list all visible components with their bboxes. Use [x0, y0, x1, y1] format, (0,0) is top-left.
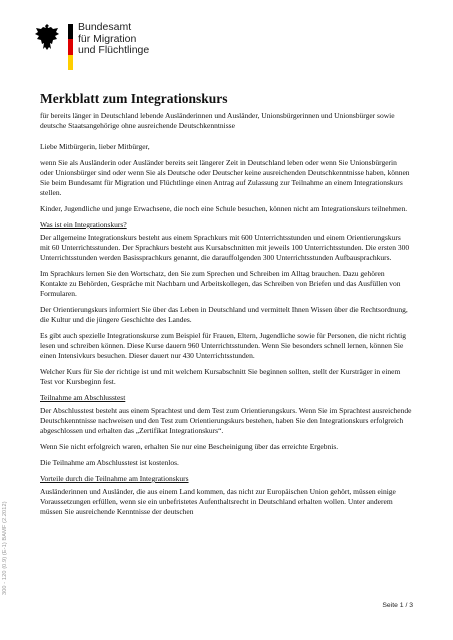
- paragraph: Kinder, Jugendliche und junge Erwachsene, die noch eine Schule besuchen, können nicht am Integrationskurs teilnehmen.: [40, 204, 408, 213]
- paragraph: Die Teilnahme am Abschlusstest ist kostenlos.: [40, 458, 179, 467]
- flag-stripe-red: [68, 39, 73, 54]
- paragraph: Der Orientierungskurs informiert Sie über das Leben in Deutschland und vermittelt Ihnen Wissen über die Rechtsordnung, die Kultur und die jüngere Geschichte des Landes.: [40, 305, 408, 324]
- paragraph: Es gibt auch spezielle Integrationskurse zum Beispiel für Frauen, Eltern, Jugendliche sowie für Personen, die nicht richtig lesen und schreiben können. Diese Kurse dauern 960 Unterrichtsstunden. Wenn Sie besonders schnell lernen, können Sie einen Intensivkurs besuchen. Dieser dauert nur 430 Unterrichtsstunden.: [40, 331, 406, 360]
- form-number-text: 300 - 120 (0.9) (E-1) BAMF (2.2012): [2, 501, 8, 595]
- document-title: Merkblatt zum Integrationskurs: [40, 91, 228, 106]
- german-flag-bar: [68, 24, 73, 70]
- paragraph: Wenn Sie nicht erfolgreich waren, erhalten Sie nur eine Bescheinigung über das erreichte Ergebnis.: [40, 442, 339, 451]
- page-number: Seite 1 / 3: [382, 602, 413, 609]
- greeting: Liebe Mitbürgerin, lieber Mitbürger,: [40, 142, 150, 151]
- federal-eagle-icon: [34, 22, 60, 52]
- agency-line: Bundesamt: [78, 21, 132, 33]
- agency-logo: [34, 22, 194, 74]
- paragraph: Welcher Kurs für Sie der richtige ist und mit welchem Kursabschnitt Sie beginnen sollten, stellt der Kursträger in einem Test vor Kursbeginn fest.: [40, 367, 401, 386]
- flag-stripe-gold: [68, 55, 73, 70]
- form-number-margin: [2, 445, 12, 595]
- document-body: [40, 91, 412, 523]
- paragraph: Ausländerinnen und Ausländer, die aus einem Land kommen, das nicht zur Europäischen Union gehört, müssen einige Voraussetzungen erfüllen, wenn sie ein unbefristetes Aufenthaltsrecht in Deutschland erhalten wollen. Unter anderem müssen Sie ausreichende Kenntnisse der deutschen: [40, 487, 396, 516]
- section-heading: Was ist ein Integrationskurs?: [40, 220, 127, 229]
- agency-line: und Flüchtlinge: [78, 44, 150, 56]
- section-heading: Vorteile durch die Teilnahme am Integrationskurs: [40, 474, 189, 483]
- section-heading: Teilnahme am Abschlusstest: [40, 393, 126, 402]
- agency-name: [78, 22, 149, 57]
- agency-line: für Migration: [78, 32, 137, 45]
- flag-stripe-black: [68, 24, 73, 39]
- paragraph: Im Sprachkurs lernen Sie den Wortschatz, den Sie zum Sprechen und Schreiben im Alltag brauchen. Dazu gehören Kontakte zu Behörden, Gespräche mit Nachbarn und Arbeitskollegen, das Schreiben von Briefen und das Ausfüllen von Formularen.: [40, 269, 401, 298]
- paragraph: Der allgemeine Integrationskurs besteht aus einem Sprachkurs mit 600 Unterrichtsstunden und einem Orientierungskurs mit 60 Unterrichtsstunden. Der Sprachkurs besteht aus Kursabschnitten mit jeweils 100 Unterrichtsstunden. Die ersten 300 Unterrichtsstunden werden Basissprachkurs genannt, die darauffolgenden 300 Unterrichtsstunden Aufbausprachkurs.: [40, 233, 410, 262]
- paragraph: Der Abschlusstest besteht aus einem Sprachtest und dem Test zum Orientierungskurs. Wenn Sie im Sprachtest ausreichende Deutschkenntnisse nachweisen und den Test zum Orientierungskurs bestehen, haben Sie den Integrationskurs erfolgreich abgeschlossen und erhalten das „Zertifikat Integrationskurs“.: [40, 406, 412, 435]
- document-subtitle: für bereits länger in Deutschland lebende Ausländerinnen und Ausländer, Unionsbürgerinnen und Unionsbürger sowie deutsche Staatsangehörige ohne ausreichende Deutschkenntnisse: [40, 111, 395, 130]
- paragraph: wenn Sie als Ausländerin oder Ausländer bereits seit längerer Zeit in Deutschland leben oder wenn Sie Unionsbürgerin oder Unionsbürger sind oder wenn Sie als Deutsche oder Deutscher keine ausreichenden Deutschkenntnisse haben, können Sie beim Bundesamt für Migration und Flüchtlinge einen Antrag auf Zulassung zur Teilnahme an einem Integrationskurs stellen.: [40, 158, 410, 197]
